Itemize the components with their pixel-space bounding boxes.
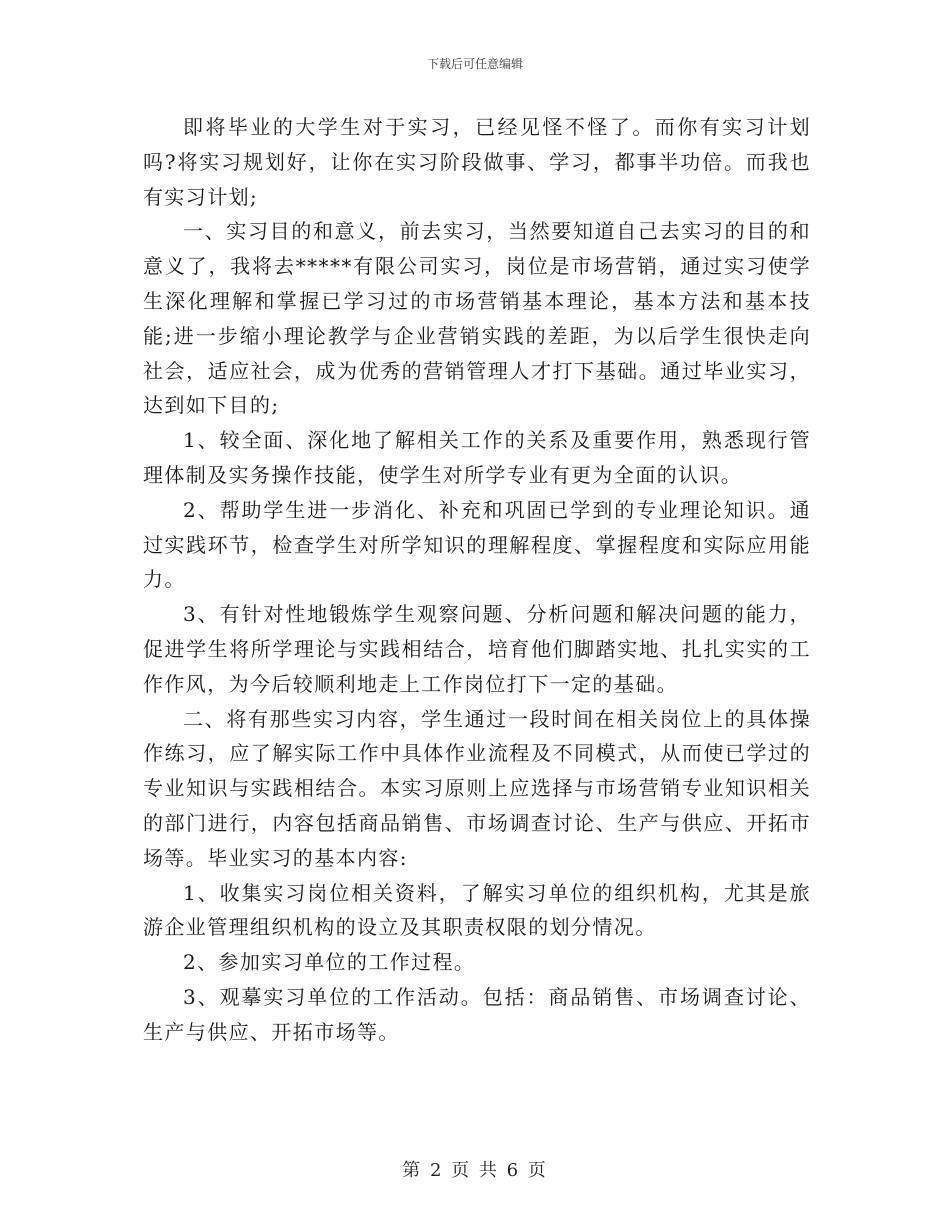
paragraph-goal-1: 1、较全面、深化地了解相关工作的关系及重要作用，熟悉现行管理体制及实务操作技能，使学生对所学专业有更为全面的认识。 — [143, 428, 811, 487]
paragraph-content-3: 3、观摹实习单位的工作活动。包括：商品销售、市场调查讨论、生产与供应、开拓市场等。 — [143, 984, 811, 1044]
paragraph-section-2: 二、将有那些实习内容，学生通过一段时间在相关岗位上的具体操作练习，应了解实际工作中具体作业流程及不同模式，从而使已学过的专业知识与实践相结合。本实习原则上应选择与市场营销专业知识相关的部门进行，内容包括商品销售、市场调查讨论、生产与供应、开拓市场等。毕业实习的基本内容: — [143, 706, 811, 870]
paragraph-goal-3: 3、有针对性地锻炼学生观察问题、分析问题和解决问题的能力，促进学生将所学理论与实践相结合，培育他们脚踏实地、扎扎实实的工作作风，为今后较顺利地走上工作岗位打下一定的基础。 — [143, 602, 811, 696]
paragraph-content-2: 2、参加实习单位的工作过程。 — [183, 950, 476, 975]
paragraph-intro: 即将毕业的大学生对于实习，已经见怪不怪了。而你有实习计划吗?将实习规划好，让你在实习阶段做事、学习，都事半功倍。而我也有实习计划; — [143, 115, 811, 209]
page-number-footer: 第 2 页 共 6 页 — [402, 1160, 548, 1181]
paragraph-content-1: 1、收集实习岗位相关资料，了解实习单位的组织机构，尤其是旅游企业管理组织机构的设立及其职责权限的划分情况。 — [143, 880, 811, 940]
document-body — [143, 110, 811, 1050]
paragraph-section-1: 一、实习目的和意义，前去实习，当然要知道自己去实习的目的和意义了，我将去*****有限公司实习，岗位是市场营销，通过实习使学生深化理解和掌握已学习过的市场营销基本理论，基本方法和基本技能;进一步缩小理论教学与企业营销实践的差距，为以后学生很快走向社会，适应社会，成为优秀的营销管理人才打下基础。通过毕业实习，达到如下目的; — [143, 219, 811, 418]
page-header-note: 下载后可任意编辑 — [426, 57, 523, 71]
paragraph-goal-2: 2、帮助学生进一步消化、补充和巩固已学到的专业理论知识。通过实践环节，检查学生对所学知识的理解程度、掌握程度和实际应用能力。 — [143, 497, 811, 592]
